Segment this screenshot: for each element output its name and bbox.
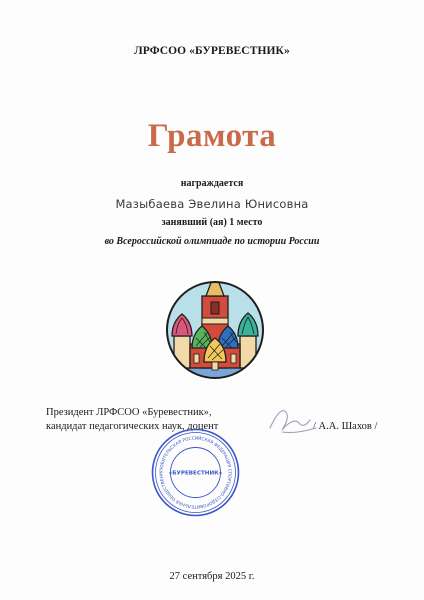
signatory-title-line1: Президент ЛРФСОО «Буревестник», bbox=[46, 407, 212, 418]
organization-header: ЛРФСОО «БУРЕВЕСТНИК» bbox=[134, 45, 290, 57]
issue-date: 27 сентября 2025 г. bbox=[169, 571, 255, 582]
awarded-label: награждается bbox=[180, 178, 244, 189]
signatory-name: / А.А. Шахов / bbox=[313, 421, 378, 432]
recipient-name: Мазыбаева Эвелина Юнисовна bbox=[115, 197, 309, 211]
official-stamp bbox=[148, 425, 243, 520]
olympiad-label: во Всероссийской олимпиаде по истории России bbox=[104, 236, 320, 247]
stamp-center-text: «БУРЕВЕСТНИК» bbox=[168, 470, 223, 477]
signatory-title-line2: кандидат педагогических наук, доцент bbox=[46, 421, 219, 432]
stamp-ring-text: ЛЮБИТЕЛЬСКАЯ РОССИЙСКАЯ ФЕДЕРАЦИЯ СПОРТИВНО-ОЗДОРОВИТЕЛЬНАЯ ОБЩЕСТВЕНН bbox=[159, 436, 232, 509]
certificate-title: Грамота bbox=[147, 118, 277, 154]
handwritten-signature bbox=[262, 398, 322, 440]
cathedral-icon bbox=[160, 258, 270, 383]
place-label: занявший (ая) 1 место bbox=[161, 217, 263, 228]
